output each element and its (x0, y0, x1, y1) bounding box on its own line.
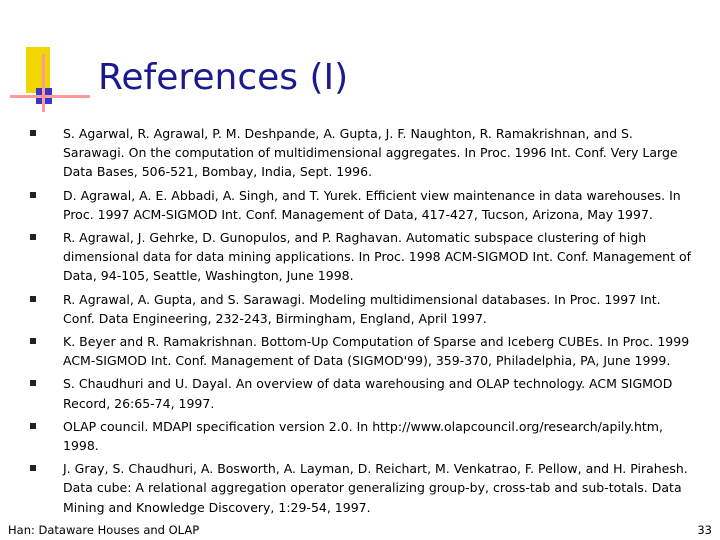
page-number: 33 (697, 523, 712, 537)
reference-text: J. Gray, S. Chaudhuri, A. Bosworth, A. Layman, D. Reichart, M. Venkatrao, F. Pellow, and H. Pirahesh. Data cube: A relational aggregation operator generalizing group-by, cross-tab and sub-totals. Data Mining and Knowledge Discovery, 1:29-54, 1997. (63, 461, 688, 515)
slide-logo-decoration (0, 0, 90, 120)
reference-text: D. Agrawal, A. E. Abbadi, A. Singh, and T. Yurek. Efficient view maintenance in data warehouses. In Proc. 1997 ACM-SIGMOD Int. Conf. Management of Data, 417-427, Tucson, Arizona, May 1997. (63, 187, 681, 222)
footer-caption: Han: Dataware Houses and OLAP (8, 523, 200, 537)
reference-text: S. Chaudhuri and U. Dayal. An overview of data warehousing and OLAP technology. ACM SIGMOD Record, 26:65-74, 1997. (63, 376, 673, 411)
bullet-icon (30, 234, 36, 240)
reference-text: OLAP council. MDAPI specification version 2.0. In http://www.olapcouncil.org/research/apily.htm, 1998. (63, 418, 663, 454)
bullet-icon (30, 380, 36, 386)
slide-title: References (I) (98, 57, 349, 98)
bullet-icon (30, 192, 36, 198)
reference-text: K. Beyer and R. Ramakrishnan. Bottom-Up Computation of Sparse and Iceberg CUBEs. In Proc. 1999 ACM-SIGMOD Int. Conf. Management of Data (SIGMOD'99), 359-370, Philadelphia, PA, June 1999. (63, 334, 690, 369)
reference-list (30, 124, 694, 521)
reference-text: R. Agrawal, A. Gupta, and S. Sarawagi. Modeling multidimensional databases. In Proc. 1997 Int. Conf. Data Engineering, 232-243, Birmingham, England, April 1997. (63, 291, 661, 326)
reference-item (30, 374, 694, 412)
reference-item (30, 228, 694, 286)
bullet-icon (30, 338, 36, 344)
logo-red-line-horizontal (10, 95, 90, 98)
reference-item (30, 417, 694, 455)
bullet-icon (30, 423, 36, 429)
reference-item (30, 459, 694, 517)
reference-item (30, 186, 694, 224)
logo-red-line-vertical (42, 54, 45, 112)
logo-yellow-square (26, 47, 50, 93)
bullet-icon (30, 130, 36, 136)
reference-item (30, 290, 694, 328)
reference-item (30, 124, 694, 182)
reference-text: R. Agrawal, J. Gehrke, D. Gunopulos, and P. Raghavan. Automatic subspace clustering of high dimensional data for data mining applications. In Proc. 1998 ACM-SIGMOD Int. Conf. Management of Data, 94-105, Seattle, Washington, June 1998. (63, 230, 692, 284)
reference-item (30, 332, 694, 370)
bullet-icon (30, 465, 36, 471)
reference-text: S. Agarwal, R. Agrawal, P. M. Deshpande, A. Gupta, J. F. Naughton, R. Ramakrishnan, and S. Sarawagi. On the computation of multidimensional aggregates. In Proc. 1996 Int. Conf. Very Large Data Bases, 506-521, Bombay, India, Sept. 1996. (63, 126, 678, 180)
bullet-icon (30, 296, 36, 302)
